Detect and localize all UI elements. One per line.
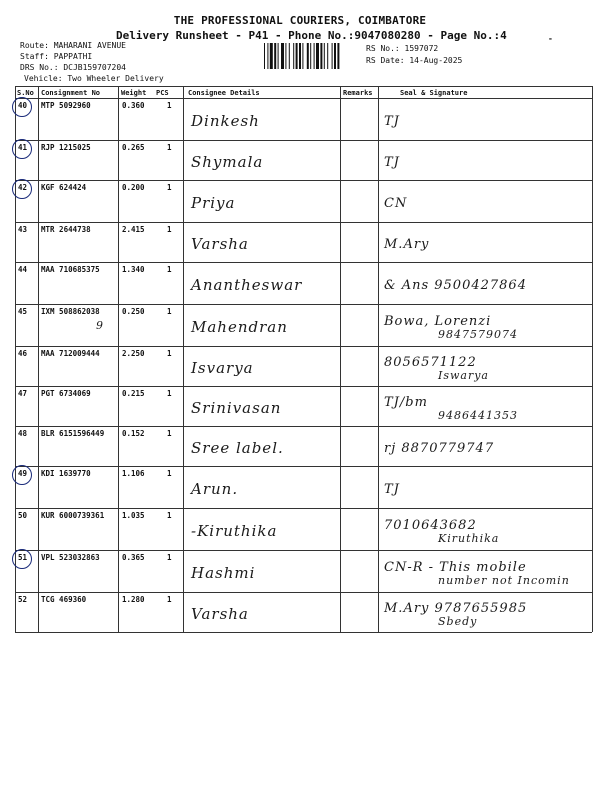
row-signature-handwriting: rj 8870779747 — [384, 441, 495, 456]
row-consignment: KDI 1639770 — [41, 469, 91, 478]
row-consignee-handwriting: Anantheswar — [191, 276, 303, 294]
header-consignee: Consignee Details — [188, 89, 260, 97]
row-sno: 42 — [18, 183, 28, 192]
row-consignee-handwriting: Srinivasan — [191, 399, 282, 417]
row-signature-note: Iswarya — [438, 369, 489, 382]
column-divider — [340, 86, 341, 632]
row-sno: 44 — [18, 265, 28, 274]
row-consignment: MTP 5092960 — [41, 101, 91, 110]
row-weight: 0.152 — [122, 429, 145, 438]
row-pcs: 1 — [167, 511, 172, 520]
row-sno: 43 — [18, 225, 28, 234]
row-signature-note: 9486441353 — [438, 409, 518, 422]
sno-circle-mark — [12, 179, 32, 199]
row-consignee-handwriting: Isvarya — [191, 359, 254, 377]
row-weight: 0.250 — [122, 307, 145, 316]
row-divider — [15, 346, 592, 347]
row-consignment: MAA 710685375 — [41, 265, 100, 274]
row-divider — [15, 140, 592, 141]
row-sno: 40 — [18, 101, 28, 110]
row-signature-note: number not Incomin — [438, 574, 570, 587]
row-weight: 0.265 — [122, 143, 145, 152]
row-pcs: 1 — [167, 265, 172, 274]
company-title: THE PROFESSIONAL COURIERS, COIMBATORE — [173, 14, 427, 27]
row-consignment: IXM 508862038 — [41, 307, 100, 316]
row-consignee-handwriting: Varsha — [191, 235, 249, 253]
row-pcs: 1 — [167, 349, 172, 358]
row-weight: 1.340 — [122, 265, 145, 274]
row-signature-handwriting: M.Ary 9787655985 — [384, 601, 528, 616]
row-divider — [15, 386, 592, 387]
row-pcs: 1 — [167, 429, 172, 438]
table-border-top — [15, 86, 592, 87]
row-divider — [15, 222, 592, 223]
row-consignment: MTR 2644738 — [41, 225, 91, 234]
route-text: Route: MAHARANI AVENUE — [20, 41, 126, 50]
staff-text: Staff: PAPPATHI — [20, 52, 93, 61]
row-pcs: 1 — [167, 183, 172, 192]
row-signature-handwriting: M.Ary — [384, 237, 430, 252]
row-weight: 0.360 — [122, 101, 145, 110]
row-divider — [15, 508, 592, 509]
row-consignment: KUR 6000739361 — [41, 511, 105, 520]
header-remarks: Remarks — [343, 89, 373, 97]
row-divider — [15, 632, 592, 633]
row-weight: 1.106 — [122, 469, 145, 478]
row-divider — [15, 592, 592, 593]
row-signature-note: Kiruthika — [438, 532, 500, 545]
row-signature-handwriting: TJ/bm — [384, 395, 428, 410]
row-consignee-handwriting: Dinkesh — [191, 112, 260, 130]
row-divider — [15, 262, 592, 263]
row-weight: 0.365 — [122, 553, 145, 562]
sno-circle-mark — [12, 465, 32, 485]
header-seal: Seal & Signature — [400, 89, 468, 97]
column-divider — [592, 86, 593, 632]
row-consignee-handwriting: Arun. — [191, 480, 239, 498]
sno-circle-mark — [12, 97, 32, 117]
row-consignee-handwriting: Shymala — [191, 153, 264, 171]
row-consignment: RJP 1215025 — [41, 143, 91, 152]
sno-circle-mark — [12, 549, 32, 569]
row-consignee-handwriting: -Kiruthika — [191, 522, 278, 540]
runsheet-title: Delivery Runsheet - P41 - Phone No.:9047080280 - Page No.:4 — [116, 29, 507, 42]
row-pcs: 1 — [167, 143, 172, 152]
header-sno: S.No — [17, 89, 34, 97]
row-consignee-handwriting: Sree label. — [191, 439, 284, 457]
corner-mark: - — [548, 34, 553, 43]
rs-date: RS Date: 14-Aug-2025 — [366, 56, 463, 65]
row-weight: 0.200 — [122, 183, 145, 192]
row-consignment: VPL 523032863 — [41, 553, 100, 562]
row-sno: 50 — [18, 511, 28, 520]
row-signature-handwriting: TJ — [384, 482, 400, 497]
row-pcs: 1 — [167, 553, 172, 562]
header-weight: Weight — [121, 89, 147, 97]
row-consignee-handwriting: Hashmi — [191, 564, 256, 582]
row-divider — [15, 550, 592, 551]
row-signature-handwriting: TJ — [384, 114, 400, 129]
row-consignment: PGT 6734069 — [41, 389, 91, 398]
row-pcs: 1 — [167, 225, 172, 234]
row-signature-handwriting: & Ans 9500427864 — [384, 278, 527, 293]
row-signature-note: Sbedy — [438, 615, 478, 628]
row-sno: 48 — [18, 429, 28, 438]
row-weight: 2.250 — [122, 349, 145, 358]
row-signature-handwriting: 7010643682 — [384, 518, 477, 533]
row-weight: 2.415 — [122, 225, 145, 234]
row-pcs: 1 — [167, 469, 172, 478]
row-pcs: 1 — [167, 307, 172, 316]
drs-text: DRS No.: DCJB159707204 — [20, 63, 126, 72]
row-pcs: 1 — [167, 389, 172, 398]
row-divider — [15, 466, 592, 467]
row-handwritten-digit: 9 — [96, 319, 104, 332]
row-divider — [15, 426, 592, 427]
row-pcs: 1 — [167, 101, 172, 110]
row-consignment: TCG 469360 — [41, 595, 87, 604]
row-signature-handwriting: Bowa, Lorenzi — [384, 314, 492, 329]
row-sno: 45 — [18, 307, 28, 316]
header-pcs: PCS — [156, 89, 169, 97]
row-divider — [15, 304, 592, 305]
row-sno: 51 — [18, 553, 28, 562]
row-consignee-handwriting: Mahendran — [191, 318, 288, 336]
row-sno: 46 — [18, 349, 28, 358]
row-consignment: KGF 624424 — [41, 183, 87, 192]
row-consignment: MAA 712009444 — [41, 349, 100, 358]
column-divider — [378, 86, 379, 632]
row-sno: 52 — [18, 595, 28, 604]
row-weight: 0.215 — [122, 389, 145, 398]
rs-number: RS No.: 1597072 — [366, 44, 439, 53]
column-divider — [38, 86, 39, 632]
row-weight: 1.035 — [122, 511, 145, 520]
row-signature-handwriting: CN — [384, 196, 408, 211]
header-consignment: Consignment No — [41, 89, 101, 97]
vehicle-text: Vehicle: Two Wheeler Delivery — [24, 74, 164, 83]
column-divider — [118, 86, 119, 632]
row-pcs: 1 — [167, 595, 172, 604]
row-signature-note: 9847579074 — [438, 328, 518, 341]
column-divider — [183, 86, 184, 632]
row-weight: 1.280 — [122, 595, 145, 604]
barcode-icon — [263, 43, 359, 69]
row-consignee-handwriting: Priya — [191, 194, 236, 212]
row-signature-handwriting: CN-R - This mobile — [384, 560, 527, 575]
row-divider — [15, 180, 592, 181]
row-sno: 41 — [18, 143, 28, 152]
row-signature-handwriting: 8056571122 — [384, 355, 477, 370]
row-signature-handwriting: TJ — [384, 155, 400, 170]
row-sno: 49 — [18, 469, 28, 478]
header-divider — [15, 98, 592, 99]
row-sno: 47 — [18, 389, 28, 398]
row-consignment: BLR 6151596449 — [41, 429, 105, 438]
row-consignee-handwriting: Varsha — [191, 605, 249, 623]
sno-circle-mark — [12, 139, 32, 159]
